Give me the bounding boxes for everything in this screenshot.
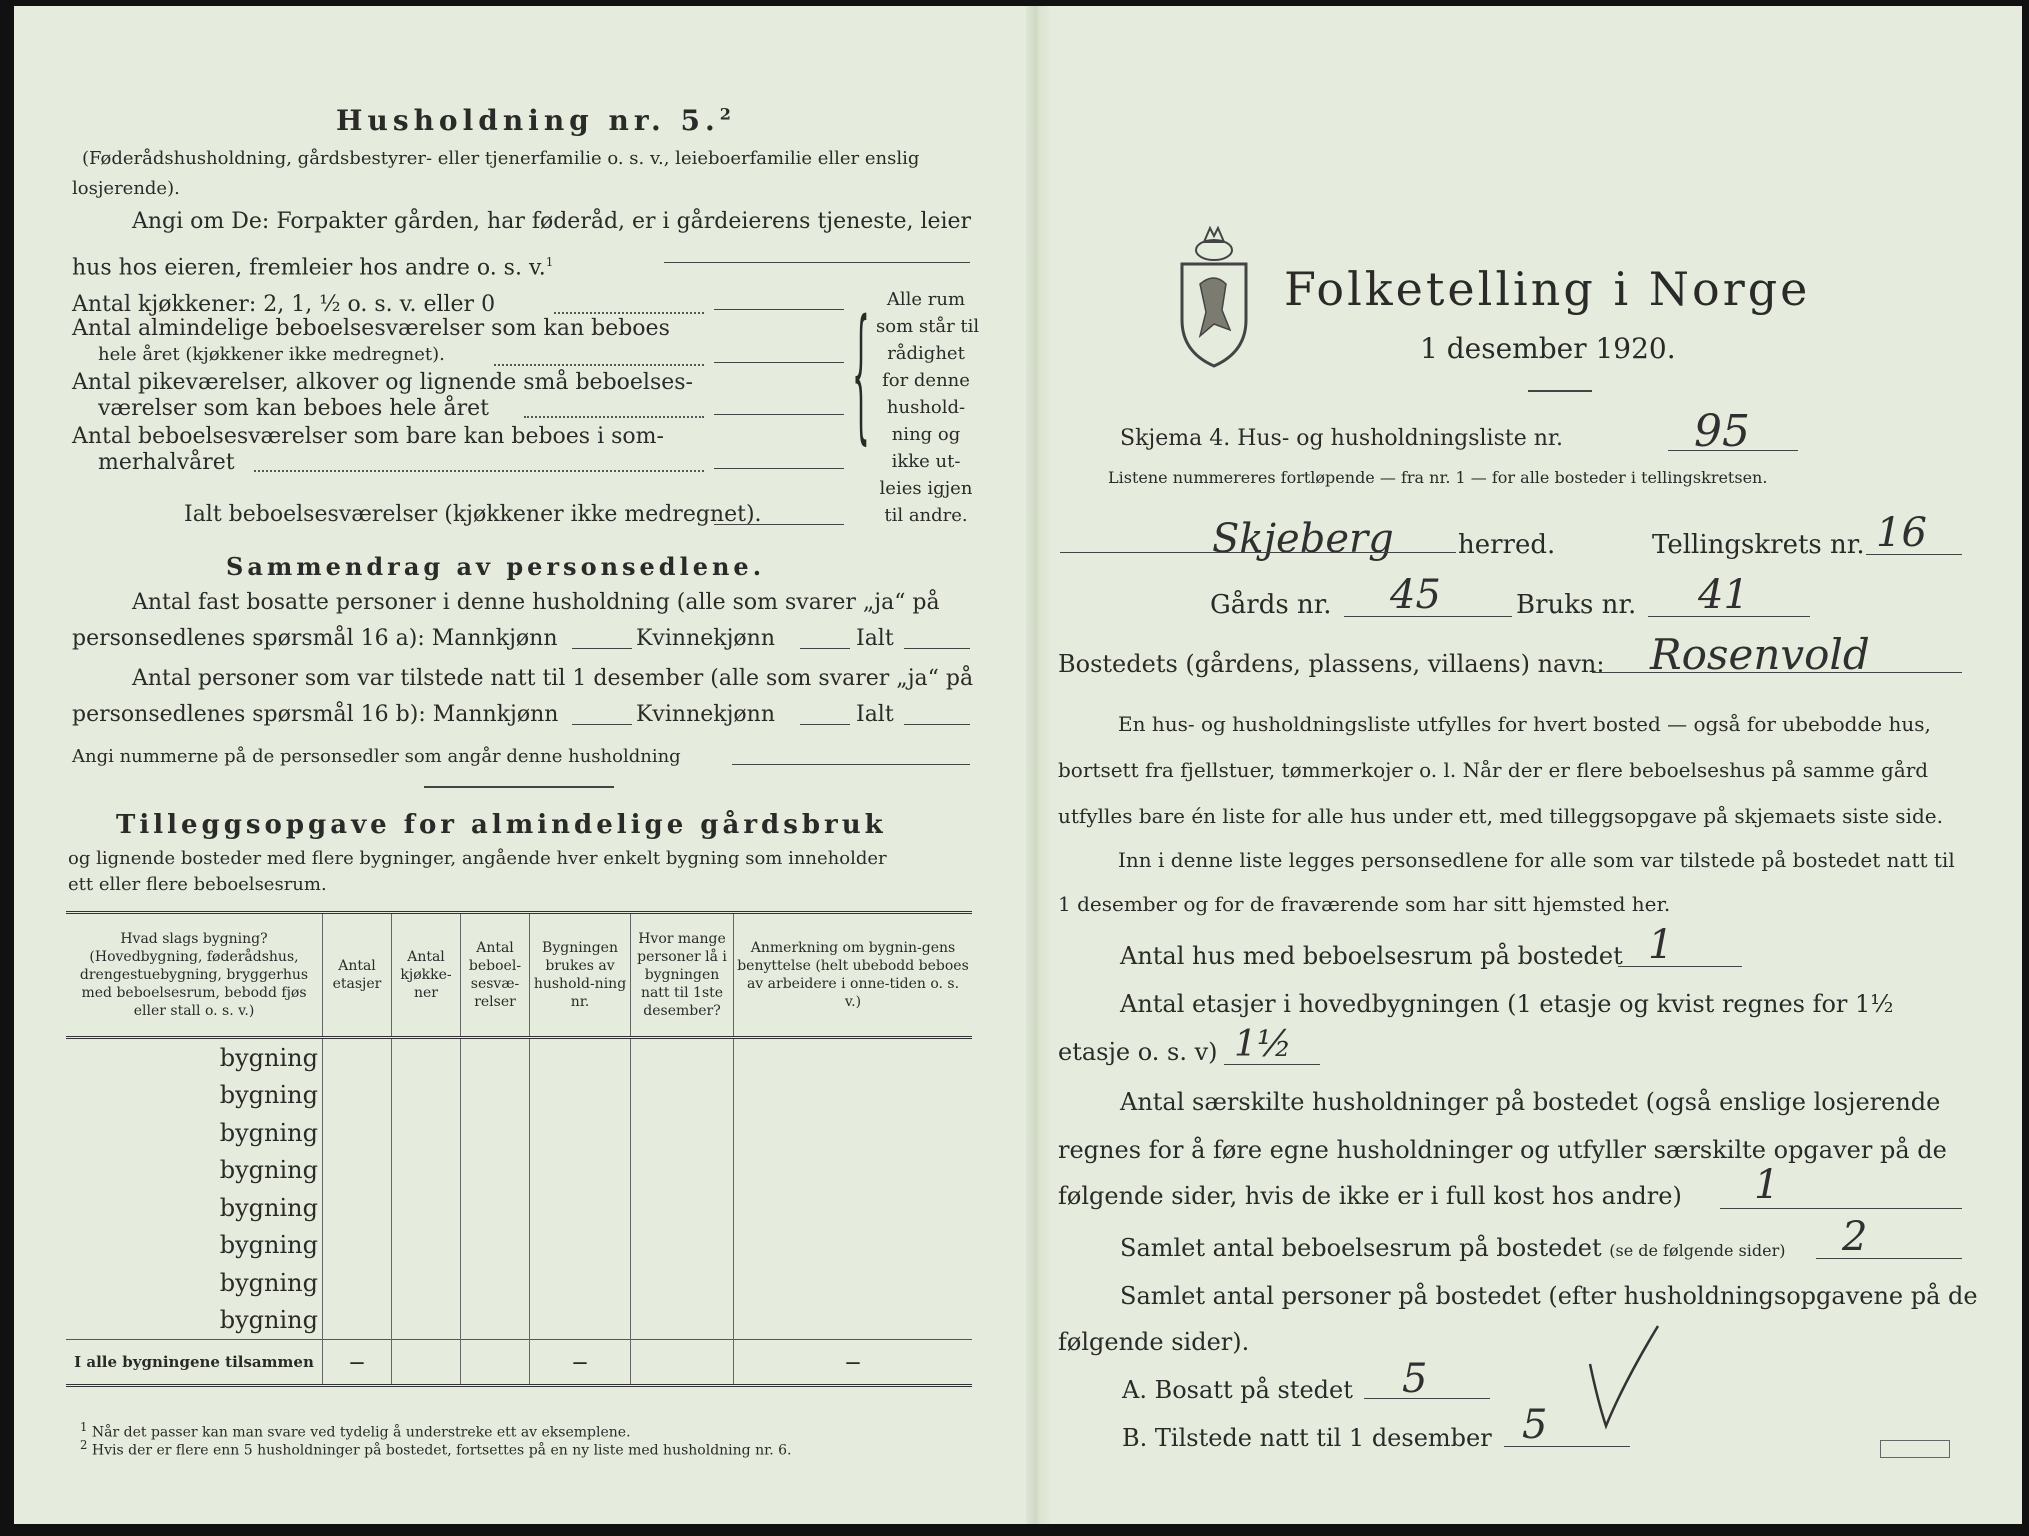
listene-note: Listene nummereres fortløpende — fra nr. 1 — for alle bosteder i tellingskretsen.	[1108, 468, 1768, 487]
brace: {	[852, 288, 870, 460]
question-answer-line[interactable]	[664, 262, 970, 263]
rooms-summer-2: merhalvåret	[98, 450, 235, 475]
bruks-line	[1648, 616, 1810, 617]
bosted-line	[1592, 672, 1962, 673]
gards-label: Gårds nr.	[1210, 590, 1332, 620]
building-table	[66, 911, 972, 1387]
col-persons: Hvor mange personer lå i bygningen natt til 1ste desember?	[631, 913, 734, 1038]
total-label: I alle bygningene tilsammen	[66, 1340, 323, 1386]
herred-value[interactable]: Skjeberg	[1212, 516, 1394, 562]
side-note: Alle rum som står til rådighet for denne hushold- ning og ikke ut- leies igjen til andre.	[876, 289, 980, 526]
q-hus-label: Antal hus med beboelsesrum på bostedet	[1120, 942, 1623, 970]
summer-line[interactable]	[714, 468, 844, 469]
krets-label: Tellingskrets nr.	[1652, 530, 1865, 560]
rooms-summer: Antal beboelsesværelser som bare kan beboes i som-	[72, 424, 664, 449]
date-divider	[1528, 390, 1592, 392]
col-rooms: Antal beboel-sesvæ-relser	[461, 913, 530, 1038]
q-hush-3: følgende sider, hvis de ikke er i full kost hos andre)	[1058, 1182, 1682, 1210]
table-row[interactable]	[66, 1114, 972, 1152]
instruction-2: bortsett fra fjellstuer, tømmerkojer o. l. Når der er flere beboelseshus på samme gård	[1058, 758, 1929, 782]
summary-p1a: Antal fast bosatte personer i denne husholdning (alle som svarer „ja“ på	[132, 590, 940, 615]
rooms-total-line[interactable]	[714, 524, 844, 525]
kitchens-dots	[554, 312, 704, 314]
skjema-label: Skjema 4. Hus- og husholdningsliste nr.	[1120, 426, 1563, 451]
instruction-5: 1 desember og for de fraværende som har sitt hjemsted her.	[1058, 892, 1671, 916]
q-hush-1: Antal særskilte husholdninger på bostedet (også enslige losjerende	[1120, 1088, 1941, 1116]
gards-line	[1344, 616, 1512, 617]
q-hus-line	[1618, 966, 1742, 967]
rooms-kitchens: Antal kjøkkener: 2, 1, ½ o. s. v. eller 0	[72, 292, 496, 317]
angi-nummer-line[interactable]	[732, 764, 970, 765]
rooms-total: Ialt beboelsesværelser (kjøkkener ikke medregnet).	[184, 502, 762, 527]
p2-total-label: Ialt	[856, 702, 894, 727]
b-tilstede-label: B. Tilstede natt til 1 desember	[1122, 1424, 1492, 1452]
row-label: bygning	[219, 1231, 318, 1260]
tillegg-sub2: ett eller flere beboelsesrum.	[68, 874, 327, 895]
bruks-value[interactable]: 41	[1698, 572, 1749, 618]
small-line[interactable]	[714, 414, 844, 415]
rooms-small: Antal pikeværelser, alkover og lignende små beboelses-	[72, 370, 693, 395]
angi-nummer: Angi nummerne på de personsedler som angår denne husholdning	[72, 746, 681, 767]
census-form-sheet	[14, 6, 2022, 1524]
page-fold	[1026, 6, 1050, 1524]
q-etasjer-line	[1224, 1064, 1320, 1065]
rooms-ordinary: Antal almindelige beboelsesværelser som kan beboes	[72, 316, 670, 341]
q-hush-line	[1720, 1208, 1962, 1209]
bosted-label: Bostedets (gårdens, plassens, villaens) navn:	[1058, 650, 1605, 678]
a-bosatt-line	[1364, 1398, 1490, 1399]
table-row[interactable]	[66, 1152, 972, 1190]
coat-of-arms-icon	[1174, 220, 1254, 370]
b-tilstede-value[interactable]: 5	[1522, 1402, 1548, 1448]
checkmark-icon	[1584, 1322, 1664, 1432]
col-floors: Antal etasjer	[323, 913, 392, 1038]
row-label: bygning	[219, 1268, 318, 1297]
bruks-label: Bruks nr.	[1516, 590, 1637, 620]
household-intro: (Føderådshusholdning, gårdsbestyrer- eller tjenerfamilie o. s. v., leieboerfamilie eller enslig losjerende).	[72, 148, 920, 199]
small-dots	[524, 416, 704, 418]
ordinary-dots	[494, 364, 704, 366]
b-tilstede-line	[1504, 1446, 1630, 1447]
p2-female-label: Kvinnekjønn	[636, 702, 775, 727]
row-label: bygning	[219, 1043, 318, 1072]
q-hush-2: regnes for å føre egne husholdninger og utfyller særskilte opgaver på de	[1058, 1136, 1947, 1164]
instruction-1: En hus- og husholdningsliste utfylles for hvert bosted — også for ubebodde hus,	[1118, 712, 1931, 736]
row-label: bygning	[219, 1118, 318, 1147]
herred-line	[1060, 552, 1456, 553]
p2-total-line[interactable]	[904, 724, 970, 725]
col-remarks: Anmerkning om bygnin-gens benyttelse (helt ubebodd beboes av arbeidere i onne-tiden o. s. v.)	[734, 913, 973, 1038]
p2-male-line[interactable]	[572, 724, 632, 725]
skjema-value[interactable]: 95	[1694, 406, 1750, 457]
summary-title: Sammendrag av personsedlene.	[226, 552, 766, 581]
instruction-4: Inn i denne liste legges personsedlene for alle som var tilstede på bostedet natt til	[1118, 848, 1955, 872]
summary-p1b: personsedlenes spørsmål 16 a): Mannkjønn	[72, 626, 558, 651]
p1-female-line[interactable]	[800, 648, 850, 649]
census-date: 1 desember 1920.	[1420, 332, 1676, 365]
tillegg-title: Tilleggsopgave for almindelige gårdsbruk	[116, 810, 887, 840]
row-label: bygning	[219, 1156, 318, 1185]
q-etasjer-1: Antal etasjer i hovedbygningen (1 etasje og kvist regnes for 1½	[1120, 990, 1894, 1018]
instruction-3: utfylles bare én liste for alle hus under ett, med tilleggsopgave på skjemaets siste side.	[1058, 804, 1943, 828]
row-label: bygning	[219, 1193, 318, 1222]
herred-label: herred.	[1458, 530, 1556, 560]
census-title: Folketelling i Norge	[1284, 262, 1811, 316]
footnote-2: $^2$ Hvis der er flere enn 5 husholdninger på bostedet, fortsettes på en ny liste med husholdning nr. 6.	[80, 1438, 792, 1459]
table-row[interactable]	[66, 1227, 972, 1265]
row-label: bygning	[219, 1081, 318, 1110]
kitchens-line[interactable]	[714, 309, 844, 310]
summary-p2a: Antal personer som var tilstede natt til 1 desember (alle som svarer „ja“ på	[132, 666, 974, 691]
summary-p2b: personsedlenes spørsmål 16 b): Mannkjønn	[72, 702, 559, 727]
q-hush-value[interactable]: 1	[1754, 1162, 1780, 1208]
col-household: Bygningen brukes av hushold-ning nr.	[530, 913, 631, 1038]
household-question: Angi om De: Forpakter gården, har føderåd, er i gårdeierens tjeneste, leier hus hos eieren, fremleier hos andre o. s. v.$^1$	[72, 209, 972, 281]
p1-total-line[interactable]	[904, 648, 970, 649]
printer-stamp-icon	[1880, 1440, 1950, 1458]
krets-line	[1866, 554, 1962, 555]
q-rum-line	[1816, 1258, 1962, 1259]
table-row[interactable]	[66, 1264, 972, 1302]
p1-total-label: Ialt	[856, 626, 894, 651]
table-row[interactable]	[66, 1189, 972, 1227]
rooms-small-2: værelser som kan beboes hele året	[98, 396, 489, 421]
a-bosatt-value[interactable]: 5	[1402, 1356, 1428, 1402]
q-etasjer-2: etasje o. s. v)	[1058, 1038, 1218, 1066]
q-pers-2: følgende sider).	[1058, 1328, 1250, 1356]
ordinary-line[interactable]	[714, 362, 844, 363]
p2-female-line[interactable]	[800, 724, 850, 725]
q-rum-label: Samlet antal beboelsesrum på bostedet (se de følgende sider)	[1120, 1234, 1786, 1262]
footnote-1: $^1$ Når det passer kan man svare ved tydelig å understreke ett av eksemplene.	[80, 1420, 631, 1441]
table-row[interactable]	[66, 1077, 972, 1115]
table-total-row: I alle bygningene tilsammen — — —	[66, 1340, 972, 1386]
gards-value[interactable]: 45	[1390, 572, 1441, 618]
q-rum-value[interactable]: 2	[1842, 1214, 1868, 1260]
household-title: Husholdning nr. 5.$^2$	[336, 104, 736, 137]
p1-male-line[interactable]	[572, 648, 632, 649]
p1-female-label: Kvinnekjønn	[636, 626, 775, 651]
rooms-ordinary-2: hele året (kjøkkener ikke medregnet).	[98, 344, 445, 365]
krets-value[interactable]: 16	[1876, 510, 1927, 556]
tillegg-sub1: og lignende bosteder med flere bygninger, angående hver enkelt bygning som inneholder	[68, 848, 887, 869]
table-row[interactable]	[66, 1302, 972, 1340]
col-building-type: Hvad slags bygning? (Hovedbygning, føderådshus, drengestuebygning, bryggerhus med beboelsesrum, bebodd fjøs eller stall o. s. v.)	[66, 913, 323, 1038]
section-divider	[424, 786, 614, 788]
q-hus-value[interactable]: 1	[1648, 922, 1674, 968]
q-etasjer-value[interactable]: 1½	[1234, 1024, 1292, 1065]
table-row[interactable]	[66, 1038, 972, 1077]
table-header-row	[66, 913, 972, 1038]
a-bosatt-label: A. Bosatt på stedet	[1122, 1376, 1353, 1404]
skjema-line	[1668, 450, 1798, 451]
col-kitchens: Antal kjøkke-ner	[392, 913, 461, 1038]
q-pers-1: Samlet antal personer på bostedet (efter husholdningsopgavene på de	[1120, 1282, 1978, 1310]
bosted-value[interactable]: Rosenvold	[1650, 630, 1870, 679]
row-label: bygning	[219, 1306, 318, 1335]
summer-dots	[254, 470, 704, 472]
